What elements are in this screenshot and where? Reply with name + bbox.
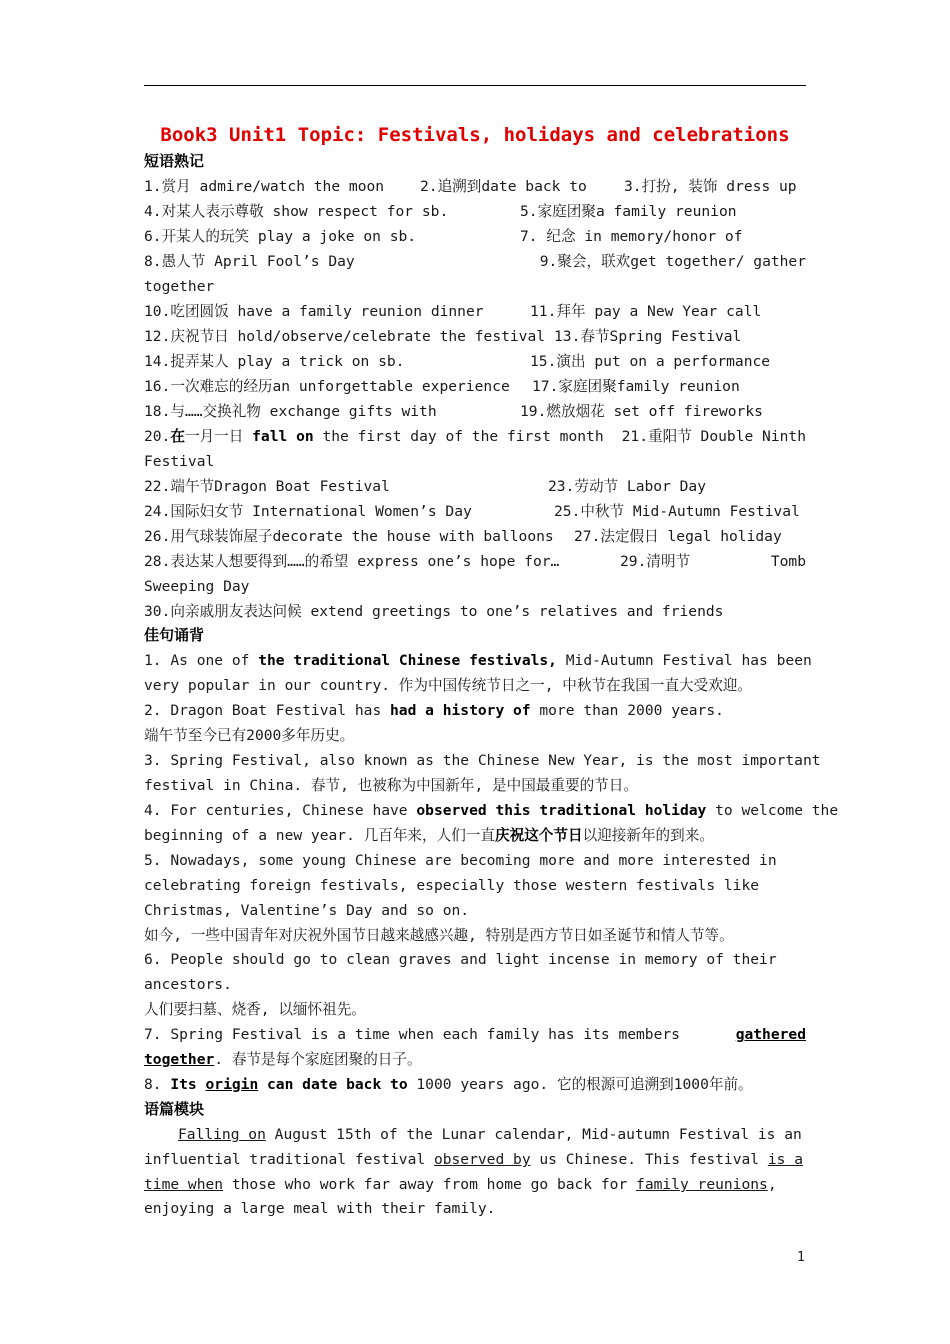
sentence-line: 5. Nowadays, some young Chinese are becoming more and more interested in [144,852,777,869]
phrase-item: 2.追溯到date back to [420,178,587,195]
phrase-item: 30.向亲戚朋友表达问候 extend greetings to one’s relatives and friends [144,603,724,620]
sentence-line: 8. Its origin can date back to 1000 years ago. 它的根源可追溯到1000年前。 [144,1076,753,1093]
phrase-continuation: together [144,278,215,295]
phrase-item: 29.清明节 [620,553,691,570]
passage-line: influential traditional festival observed by us Chinese. This festival is a [144,1151,803,1168]
phrase-item: 27.法定假日 legal holiday [574,528,782,545]
phrase-item: 13.春节Spring Festival [554,328,742,345]
sentence-line: very popular in our country. 作为中国传统节日之一, 中秋节在我国一直大受欢迎。 [144,677,753,694]
phrase-item: 11.拜年 pay a New Year call [530,303,762,320]
phrase-item: 21.重阳节 Double Ninth [621,428,806,445]
phrase-item: 1.赏月 admire/watch the moon [144,178,385,195]
phrase-item: 14.捉弄某人 play a trick on sb. [144,353,405,370]
phrase-item: 7. 纪念 in memory/honor of [520,228,743,245]
phrase-item: 16.一次难忘的经历an unforgettable experience [144,378,510,395]
phrase-item: 4.对某人表示尊敬 show respect for sb. [144,203,449,220]
phrase-item: 6.开某人的玩笑 play a joke on sb. [144,228,417,245]
sentence-line: 4. For centuries, Chinese have observed this traditional holiday to welcome the [144,802,839,819]
phrase-item: 23.劳动节 Labor Day [548,478,707,495]
phrase-item: Tomb [770,553,806,570]
section-heading-phrases: 短语熟记 [144,152,205,170]
header-rule [144,85,806,86]
passage-line: Falling on August 15th of the Lunar calendar, Mid-autumn Festival is an [178,1126,802,1143]
page-number: 1 [797,1250,805,1265]
sentence-line: together. 春节是每个家庭团聚的日子。 [144,1051,422,1068]
passage-line: time when those who work far away from home go back for family reunions, [144,1176,777,1193]
passage-line: enjoying a large meal with their family. [144,1200,496,1217]
sentence-line: Christmas, Valentine’s Day and so on. [144,902,470,919]
sentence-line: festival in China. 春节, 也被称为中国新年, 是中国最重要的节日。 [144,777,638,794]
sentence-line: 2. Dragon Boat Festival has had a history of more than 2000 years. [144,702,724,719]
sentence-line: 3. Spring Festival, also known as the Chinese New Year, is the most important [144,752,821,769]
sentence-line: 6. People should go to clean graves and light incense in memory of their [144,951,777,968]
phrase-item: 28.表达某人想要得到……的希望 express one’s hope for… [144,553,560,570]
section-heading-sentences: 佳句诵背 [144,626,205,644]
phrase-item: 8.愚人节 April Fool’s Day [144,253,355,270]
page-title: Book3 Unit1 Topic: Festivals, holidays and celebrations [160,124,790,146]
phrase-item: 9.聚会，联欢get together/ gather [539,253,806,270]
phrase-item: 12.庆祝节日 hold/observe/celebrate the festival [144,328,546,345]
phrase-item: 22.端午节Dragon Boat Festival [144,478,390,495]
section-heading-passage: 语篇模块 [144,1100,205,1118]
phrase-continuation: Sweeping Day [144,578,250,595]
phrase-item: 20.在一月一日 fall on the first day of the first month [144,428,604,445]
phrase-item: 5.家庭团聚a family reunion [520,203,737,220]
sentence-translation: 人们要扫墓、烧香, 以缅怀祖先。 [144,1001,366,1018]
sentence-line: ancestors. [144,976,232,993]
phrase-continuation: Festival [144,453,215,470]
phrase-item: 10.吃团圆饭 have a family reunion dinner [144,303,484,320]
sentence-translation: 如今, 一些中国青年对庆祝外国节日越来越感兴趣, 特别是西方节日如圣诞节和情人节等。 [144,927,734,944]
sentence-line: 1. As one of the traditional Chinese festivals, Mid-Autumn Festival has been [144,652,812,669]
phrase-item: 3.打扮, 装饰 dress up [624,178,797,195]
phrase-item: 19.燃放烟花 set off fireworks [520,403,763,420]
sentence-translation: 端午节至今已有2000多年历史。 [144,727,355,744]
phrase-item: 26.用气球装饰屋子decorate the house with balloons [144,528,554,545]
phrase-item: 18.与……交换礼物 exchange gifts with [144,403,437,420]
phrase-item: 15.演出 put on a performance [530,353,771,370]
sentence-line: celebrating foreign festivals, especially those western festivals like [144,877,760,894]
phrase-item: 25.中秋节 Mid-Autumn Festival [554,503,800,520]
sentence-line: beginning of a new year. 几百年来，人们一直庆祝这个节日以迎接新年的到来。 [144,827,714,844]
phrase-item: 17.家庭团聚family reunion [532,378,740,395]
phrase-item: 24.国际妇女节 International Women’s Day [144,503,472,520]
